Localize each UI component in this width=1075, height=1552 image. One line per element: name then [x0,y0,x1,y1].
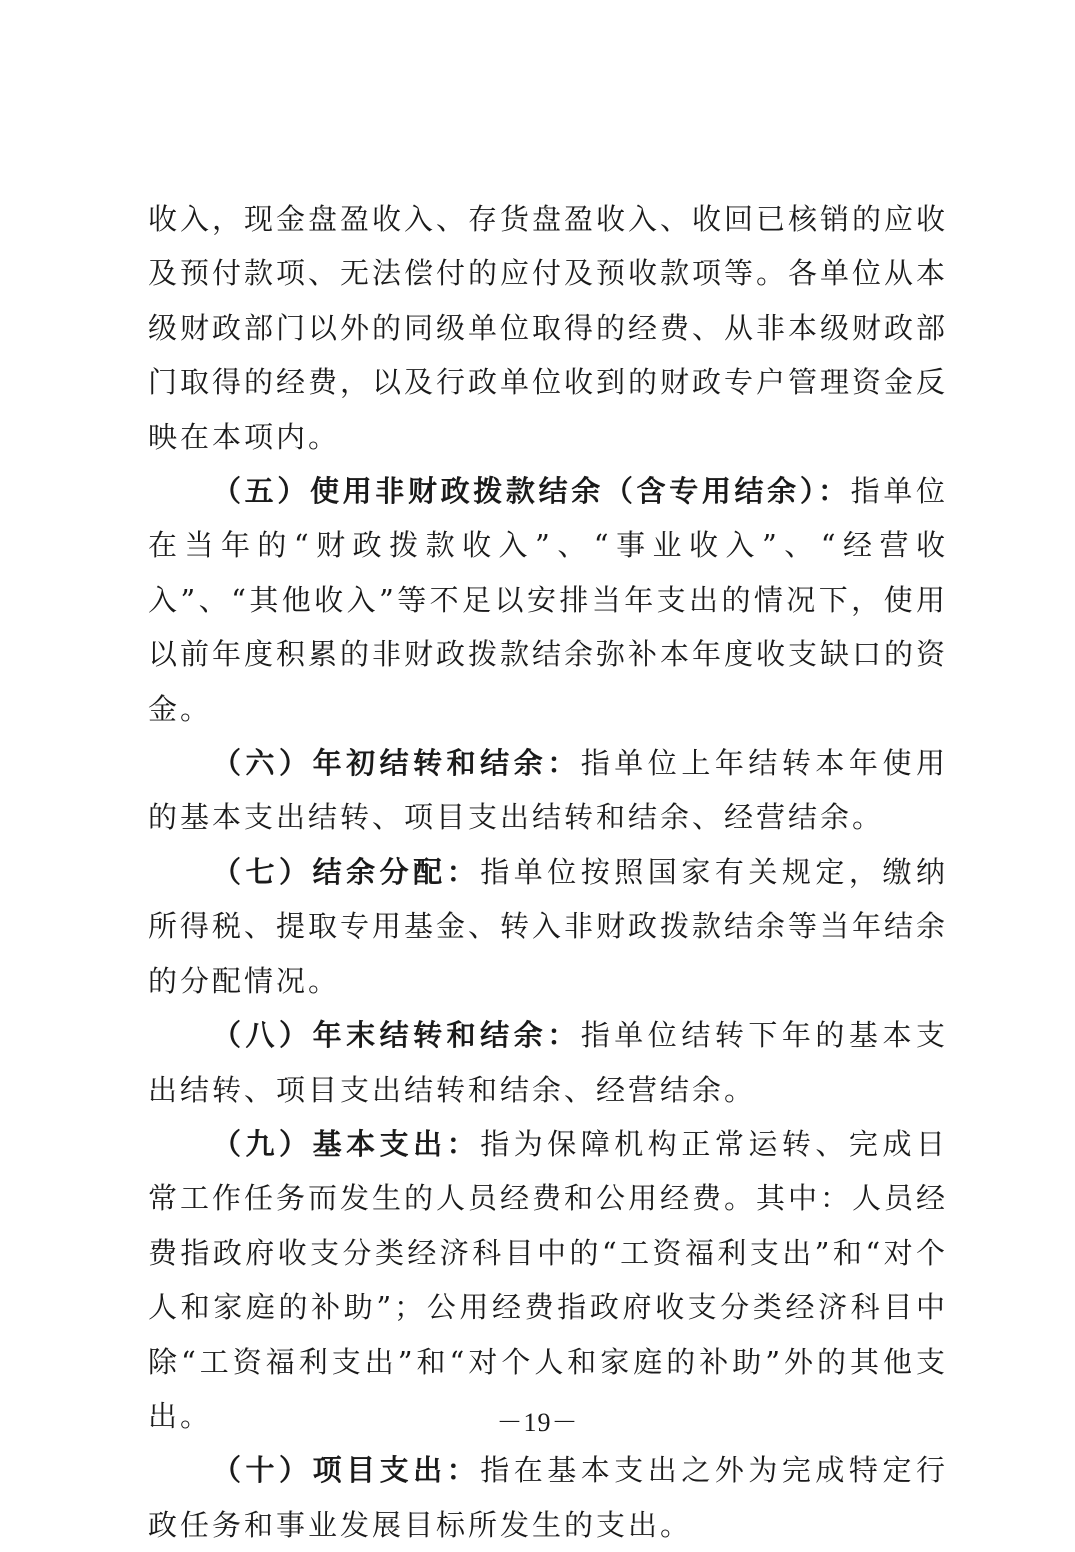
paragraph-text: 指单位上年结转本年使用的基本支出结转、项目支出结转和结余、经营结余。 [148,746,948,835]
paragraph-heading: （八）年末结转和结余： [212,1018,581,1053]
paragraph-item-9 [148,1117,948,1443]
paragraph-text: 指为保障机构正常运转、完成日常工作任务而发生的人员经费和公用经费。其中：人员经费指政府收支分类经济科目中的“工资福利支出”和“对个人和家庭的补助”；公用经费指政府收支分类经济科目中除“工资福利支出”和“对个人和家庭的补助”外的其他支出。 [148,1126,949,1433]
paragraph-item-5 [148,464,948,736]
paragraph-item-8 [148,1008,948,1117]
paragraph-item-6 [148,736,948,845]
paragraph-item-10 [148,1443,948,1552]
paragraph-text: 收入，现金盘盈收入、存货盘盈收入、收回已核销的应收及预付款项、无法偿付的应付及预收款项等。各单位从本级财政部门以外的同级单位取得的经费、从非本级财政部门取得的经费，以及行政单位收到的财政专户管理资金反映在本项内。 [148,202,949,454]
paragraph-heading: （五）使用非财政拨款结余（含专用结余）： [212,474,851,509]
page-number: －19－ [496,1408,579,1437]
paragraph-heading: （七）结余分配： [212,854,481,889]
paragraph-text: 指单位按照国家有关规定，缴纳所得税、提取专用基金、转入非财政拨款结余等当年结余的分配情况。 [148,854,949,998]
paragraph-heading: （十）项目支出： [212,1453,481,1488]
paragraph-text: 指在基本支出之外为完成特定行政任务和事业发展目标所发生的支出。 [148,1453,948,1542]
document-body [148,192,948,1552]
paragraph-heading: （六）年初结转和结余： [212,746,581,781]
paragraph-text: 指单位结转下年的基本支出结转、项目支出结转和结余、经营结余。 [148,1018,948,1107]
paragraph-item-7 [148,845,948,1008]
paragraph-continuation [148,192,948,464]
paragraph-heading: （九）基本支出： [212,1126,481,1161]
paragraph-text: 指单位在当年的“财政拨款收入”、“事业收入”、“经营收入”、“其他收入”等不足以安排当年支出的情况下，使用以前年度积累的非财政拨款结余弥补本年度收支缺口的资金。 [148,474,949,726]
